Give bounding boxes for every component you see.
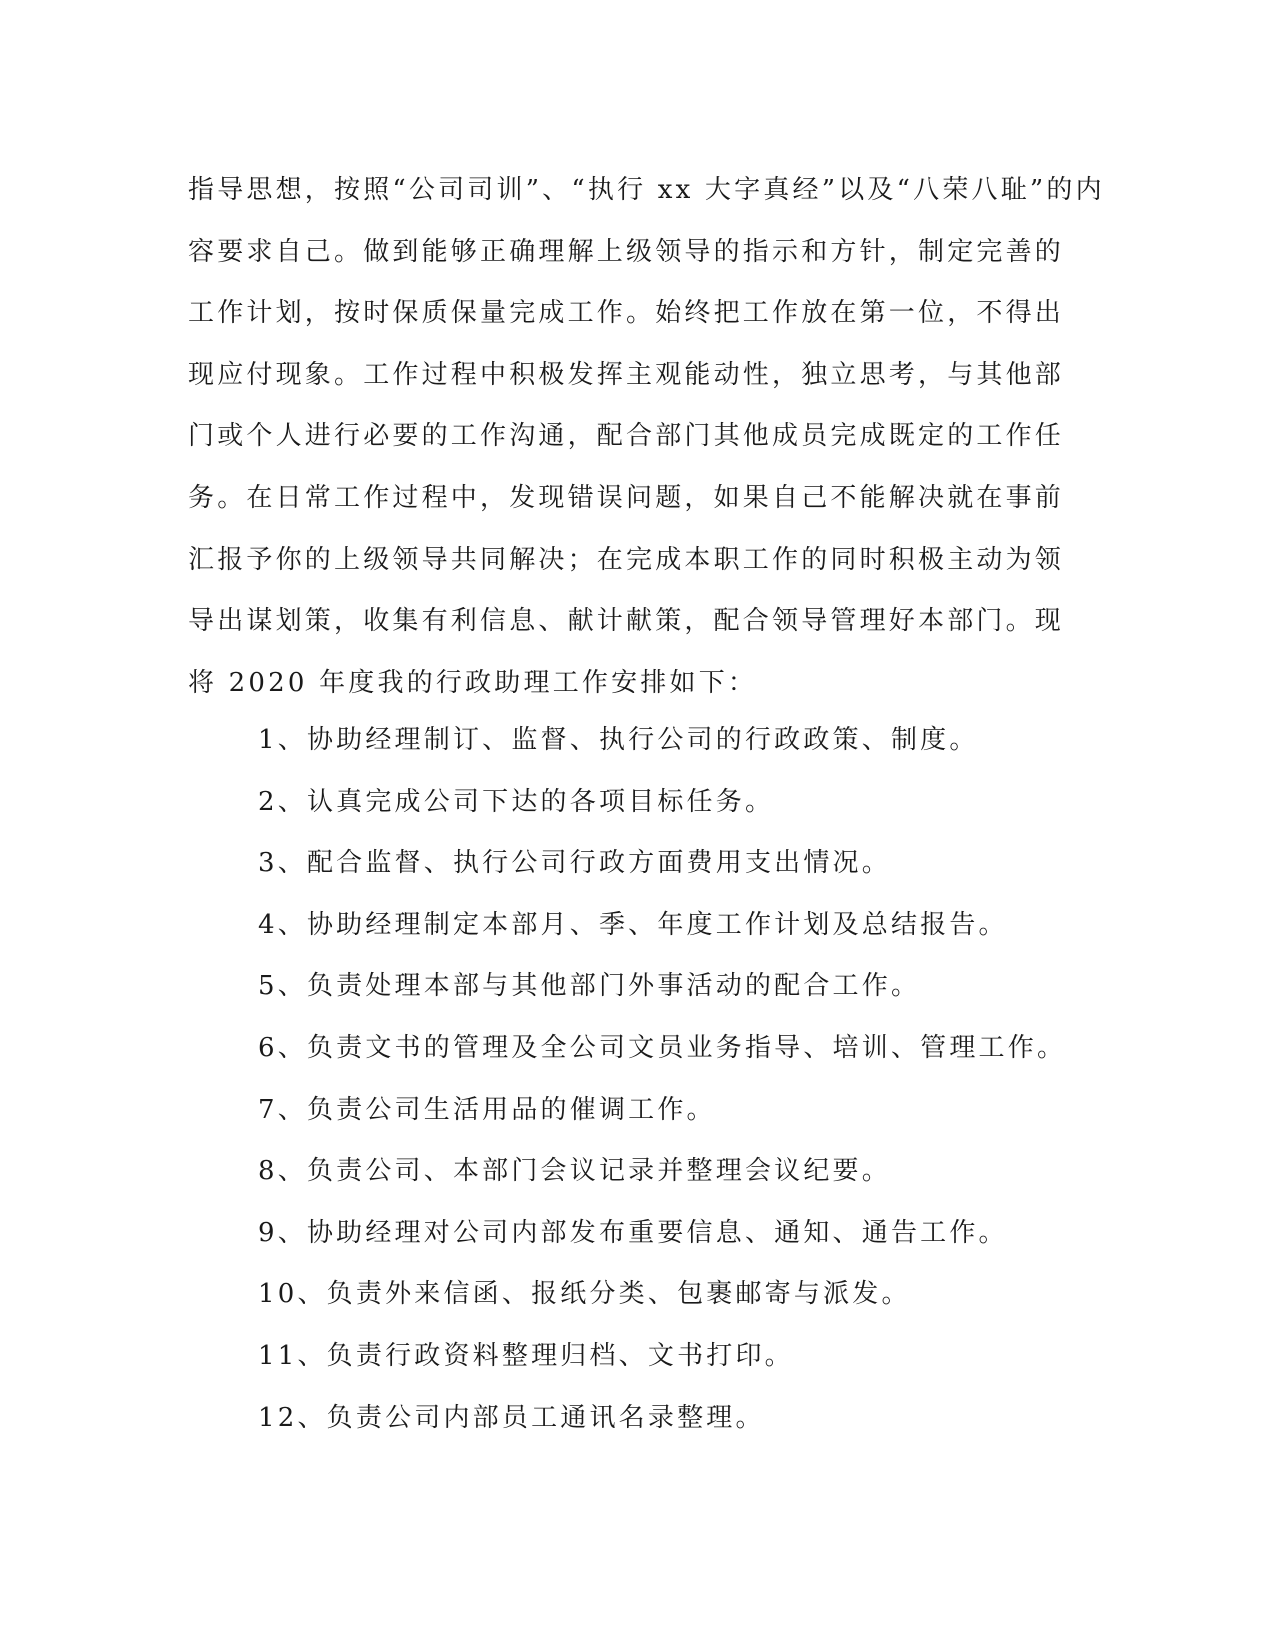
paragraph-line: 务。在日常工作过程中，发现错误问题，如果自己不能解决就在事前	[188, 482, 1065, 513]
list-item: 11、负责行政资料整理归档、文书打印。	[258, 1340, 794, 1371]
list-item: 9、协助经理对公司内部发布重要信息、通知、通告工作。	[258, 1217, 1008, 1248]
list-item: 7、负责公司生活用品的催调工作。	[258, 1094, 716, 1125]
paragraph-line: 将 2020 年度我的行政助理工作安排如下：	[188, 667, 758, 698]
list-item: 1、协助经理制订、监督、执行公司的行政政策、制度。	[258, 725, 979, 755]
paragraph-line: 门或个人进行必要的工作沟通，配合部门其他成员完成既定的工作任	[188, 421, 1065, 452]
paragraph-line: 容要求自己。做到能够正确理解上级领导的指示和方针，制定完善的	[188, 236, 1065, 267]
paragraph-line: 指导思想，按照“公司司训”、“执行 xx 大字真经”以及“八荣八耻”的内	[188, 175, 1105, 205]
paragraph-line: 工作计划，按时保质保量完成工作。始终把工作放在第一位，不得出	[188, 298, 1065, 329]
paragraph-line: 导出谋划策，收集有利信息、献计献策，配合领导管理好本部门。现	[188, 606, 1065, 637]
list-item: 12、负责公司内部员工通讯名录整理。	[258, 1402, 765, 1433]
task-list	[258, 710, 1078, 1449]
list-item: 6、负责文书的管理及全公司文员业务指导、培训、管理工作。	[258, 1032, 1067, 1063]
list-item: 3、配合监督、执行公司行政方面费用支出情况。	[258, 848, 891, 879]
list-item: 10、负责外来信函、报纸分类、包裹邮寄与派发。	[258, 1279, 911, 1310]
paragraph-line: 现应付现象。工作过程中积极发挥主观能动性，独立思考，与其他部	[188, 359, 1065, 390]
intro-paragraph	[188, 160, 1105, 714]
list-item: 8、负责公司、本部门会议记录并整理会议纪要。	[258, 1156, 891, 1187]
list-item: 5、负责处理本部与其他部门外事活动的配合工作。	[258, 971, 921, 1002]
list-item: 2、认真完成公司下达的各项目标任务。	[258, 786, 775, 817]
paragraph-line: 汇报予你的上级领导共同解决；在完成本职工作的同时积极主动为领	[188, 544, 1065, 575]
list-item: 4、协助经理制定本部月、季、年度工作计划及总结报告。	[258, 909, 1008, 940]
